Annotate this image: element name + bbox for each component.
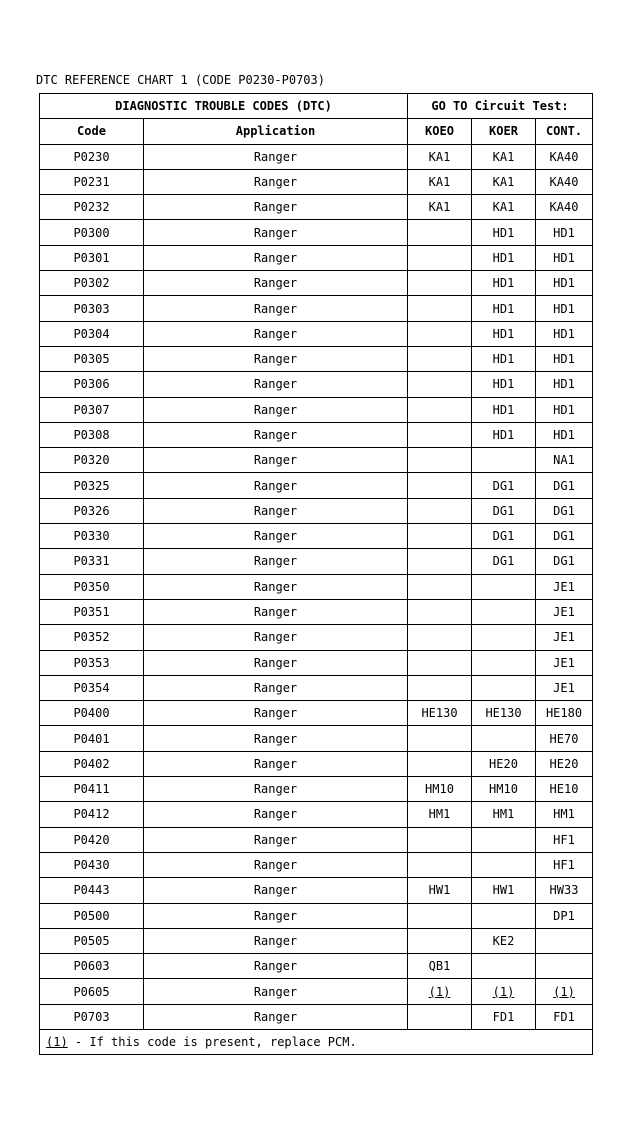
- cell-koeo: KA1: [408, 195, 472, 220]
- cell-koer: DG1: [472, 549, 536, 574]
- table-row: [40, 448, 593, 473]
- cell-code: P0443: [40, 878, 144, 903]
- cell-code: P0420: [40, 827, 144, 852]
- cell-koer: HD1: [472, 321, 536, 346]
- cell-application: Ranger: [144, 271, 408, 296]
- cell-koer: [472, 903, 536, 928]
- table-row: [40, 473, 593, 498]
- cell-koer: [472, 599, 536, 624]
- cell-koer: DG1: [472, 524, 536, 549]
- cell-application: Ranger: [144, 422, 408, 447]
- cell-koer: HD1: [472, 296, 536, 321]
- cell-koer: KA1: [472, 195, 536, 220]
- cell-code: P0232: [40, 195, 144, 220]
- footnote-marker: (1): [46, 1035, 68, 1050]
- cell-koeo: [408, 448, 472, 473]
- dtc-reference-table: [39, 93, 593, 1055]
- cell-cont: [536, 928, 593, 953]
- cell-code: P0304: [40, 321, 144, 346]
- cell-koeo: [408, 549, 472, 574]
- cell-application: Ranger: [144, 852, 408, 877]
- cell-code: P0330: [40, 524, 144, 549]
- cell-application: Ranger: [144, 650, 408, 675]
- cell-application: Ranger: [144, 296, 408, 321]
- cell-koeo: [408, 827, 472, 852]
- header-koer: KOER: [472, 119, 536, 144]
- cell-cont: HE180: [536, 701, 593, 726]
- cell-koeo: HM10: [408, 777, 472, 802]
- cell-koer: DG1: [472, 473, 536, 498]
- cell-koeo: KA1: [408, 169, 472, 194]
- cell-koeo: [408, 397, 472, 422]
- cell-koer: HD1: [472, 372, 536, 397]
- cell-cont: HF1: [536, 827, 593, 852]
- cell-koer: HE20: [472, 751, 536, 776]
- cell-cont: HW33: [536, 878, 593, 903]
- table-row: [40, 220, 593, 245]
- table-row: [40, 195, 593, 220]
- cell-application: Ranger: [144, 979, 408, 1004]
- cell-koer: [472, 625, 536, 650]
- cell-application: Ranger: [144, 574, 408, 599]
- cell-cont: HE10: [536, 777, 593, 802]
- cell-koer: HM10: [472, 777, 536, 802]
- cell-code: P0308: [40, 422, 144, 447]
- table-row: [40, 271, 593, 296]
- cell-code: P0301: [40, 245, 144, 270]
- cell-koeo: [408, 271, 472, 296]
- cell-code: P0231: [40, 169, 144, 194]
- cell-application: Ranger: [144, 549, 408, 574]
- table-row: [40, 599, 593, 624]
- cell-code: P0325: [40, 473, 144, 498]
- cell-koeo: [408, 524, 472, 549]
- table-row: [40, 954, 593, 979]
- table-row: [40, 751, 593, 776]
- table-row: [40, 625, 593, 650]
- cell-cont: JE1: [536, 625, 593, 650]
- cell-application: Ranger: [144, 346, 408, 371]
- cell-cont: DG1: [536, 473, 593, 498]
- cell-cont: HM1: [536, 802, 593, 827]
- cell-koeo: [408, 473, 472, 498]
- header-column-row: [40, 119, 593, 144]
- cell-code: P0505: [40, 928, 144, 953]
- cell-koeo: KA1: [408, 144, 472, 169]
- footnote-row: [40, 1029, 593, 1054]
- cell-application: Ranger: [144, 802, 408, 827]
- cell-application: Ranger: [144, 498, 408, 523]
- cell-application: Ranger: [144, 701, 408, 726]
- table-row: [40, 852, 593, 877]
- cell-koeo: HE130: [408, 701, 472, 726]
- cell-cont: HE70: [536, 726, 593, 751]
- cell-cont: (1): [536, 979, 593, 1004]
- table-row: [40, 878, 593, 903]
- cell-application: Ranger: [144, 321, 408, 346]
- cell-cont: HD1: [536, 422, 593, 447]
- table-row: [40, 979, 593, 1004]
- cell-cont: HD1: [536, 321, 593, 346]
- cell-application: Ranger: [144, 777, 408, 802]
- cell-application: Ranger: [144, 195, 408, 220]
- cell-cont: JE1: [536, 675, 593, 700]
- table-row: [40, 422, 593, 447]
- cell-koeo: [408, 726, 472, 751]
- cell-application: Ranger: [144, 144, 408, 169]
- cell-cont: HD1: [536, 397, 593, 422]
- table-row: [40, 827, 593, 852]
- cell-koer: [472, 827, 536, 852]
- cell-code: P0411: [40, 777, 144, 802]
- cell-koeo: QB1: [408, 954, 472, 979]
- cell-koer: DG1: [472, 498, 536, 523]
- cell-code: P0331: [40, 549, 144, 574]
- cell-code: P0401: [40, 726, 144, 751]
- cell-koer: [472, 726, 536, 751]
- table-row: [40, 549, 593, 574]
- cell-cont: HE20: [536, 751, 593, 776]
- table-row: [40, 321, 593, 346]
- cell-koer: [472, 448, 536, 473]
- cell-koer: KA1: [472, 144, 536, 169]
- cell-code: P0302: [40, 271, 144, 296]
- cell-cont: HD1: [536, 245, 593, 270]
- table-row: [40, 144, 593, 169]
- cell-koer: HW1: [472, 878, 536, 903]
- header-cont: CONT.: [536, 119, 593, 144]
- cell-cont: KA40: [536, 195, 593, 220]
- cell-code: P0500: [40, 903, 144, 928]
- table-row: [40, 675, 593, 700]
- cell-koeo: [408, 599, 472, 624]
- cell-koer: FD1: [472, 1004, 536, 1029]
- cell-koeo: [408, 498, 472, 523]
- cell-koer: HE130: [472, 701, 536, 726]
- cell-code: P0703: [40, 1004, 144, 1029]
- cell-koeo: [408, 422, 472, 447]
- footnote-text: - If this code is present, replace PCM.: [67, 1035, 357, 1050]
- table-row: [40, 245, 593, 270]
- cell-koeo: [408, 852, 472, 877]
- cell-code: P0350: [40, 574, 144, 599]
- table-row: [40, 928, 593, 953]
- cell-koer: HD1: [472, 422, 536, 447]
- cell-application: Ranger: [144, 1004, 408, 1029]
- table-row: [40, 802, 593, 827]
- cell-koeo: [408, 296, 472, 321]
- cell-koer: [472, 852, 536, 877]
- header-application: Application: [144, 119, 408, 144]
- cell-application: Ranger: [144, 675, 408, 700]
- cell-cont: DG1: [536, 498, 593, 523]
- cell-koeo: HW1: [408, 878, 472, 903]
- cell-cont: HF1: [536, 852, 593, 877]
- cell-application: Ranger: [144, 397, 408, 422]
- cell-cont: HD1: [536, 372, 593, 397]
- cell-koer: HD1: [472, 397, 536, 422]
- header-circuit-test-group: GO TO Circuit Test:: [408, 94, 593, 119]
- header-code: Code: [40, 119, 144, 144]
- cell-application: Ranger: [144, 448, 408, 473]
- cell-cont: DG1: [536, 524, 593, 549]
- table-row: [40, 574, 593, 599]
- cell-code: P0303: [40, 296, 144, 321]
- table-row: [40, 372, 593, 397]
- table-row: [40, 701, 593, 726]
- cell-koer: HD1: [472, 245, 536, 270]
- cell-koer: HD1: [472, 346, 536, 371]
- cell-koer: KA1: [472, 169, 536, 194]
- cell-cont: NA1: [536, 448, 593, 473]
- cell-code: P0605: [40, 979, 144, 1004]
- cell-koer: [472, 954, 536, 979]
- cell-application: Ranger: [144, 372, 408, 397]
- cell-code: P0351: [40, 599, 144, 624]
- cell-application: Ranger: [144, 524, 408, 549]
- cell-koeo: [408, 574, 472, 599]
- table-row: [40, 346, 593, 371]
- cell-koer: [472, 574, 536, 599]
- table-row: [40, 726, 593, 751]
- header-group-row: [40, 94, 593, 119]
- cell-koeo: [408, 903, 472, 928]
- cell-cont: JE1: [536, 650, 593, 675]
- cell-application: Ranger: [144, 169, 408, 194]
- cell-cont: HD1: [536, 271, 593, 296]
- cell-cont: JE1: [536, 574, 593, 599]
- table-row: [40, 903, 593, 928]
- cell-application: Ranger: [144, 903, 408, 928]
- cell-code: P0230: [40, 144, 144, 169]
- cell-cont: FD1: [536, 1004, 593, 1029]
- cell-cont: HD1: [536, 346, 593, 371]
- cell-koeo: [408, 321, 472, 346]
- cell-koeo: [408, 625, 472, 650]
- table-row: [40, 397, 593, 422]
- cell-cont: [536, 954, 593, 979]
- table-row: [40, 524, 593, 549]
- cell-koeo: [408, 372, 472, 397]
- footnote: [40, 1029, 593, 1054]
- cell-cont: KA40: [536, 169, 593, 194]
- table-row: [40, 498, 593, 523]
- cell-application: Ranger: [144, 827, 408, 852]
- cell-code: P0305: [40, 346, 144, 371]
- cell-code: P0326: [40, 498, 144, 523]
- cell-application: Ranger: [144, 625, 408, 650]
- cell-code: P0307: [40, 397, 144, 422]
- cell-application: Ranger: [144, 245, 408, 270]
- cell-koeo: [408, 1004, 472, 1029]
- cell-koeo: [408, 751, 472, 776]
- cell-application: Ranger: [144, 878, 408, 903]
- cell-koer: HD1: [472, 271, 536, 296]
- table-body: [40, 144, 593, 1029]
- header-koeo: KOEO: [408, 119, 472, 144]
- cell-cont: HD1: [536, 296, 593, 321]
- cell-code: P0300: [40, 220, 144, 245]
- cell-application: Ranger: [144, 928, 408, 953]
- cell-koer: HM1: [472, 802, 536, 827]
- table-row: [40, 650, 593, 675]
- cell-koeo: [408, 220, 472, 245]
- header-dtc-group: DIAGNOSTIC TROUBLE CODES (DTC): [40, 94, 408, 119]
- cell-code: P0603: [40, 954, 144, 979]
- cell-application: Ranger: [144, 954, 408, 979]
- cell-cont: DP1: [536, 903, 593, 928]
- cell-koeo: [408, 928, 472, 953]
- cell-koeo: [408, 346, 472, 371]
- cell-koeo: [408, 675, 472, 700]
- cell-koer: (1): [472, 979, 536, 1004]
- cell-koer: HD1: [472, 220, 536, 245]
- cell-koeo: HM1: [408, 802, 472, 827]
- cell-koer: [472, 650, 536, 675]
- table-row: [40, 1004, 593, 1029]
- cell-koer: [472, 675, 536, 700]
- cell-application: Ranger: [144, 473, 408, 498]
- cell-cont: JE1: [536, 599, 593, 624]
- cell-application: Ranger: [144, 599, 408, 624]
- cell-code: P0320: [40, 448, 144, 473]
- cell-code: P0353: [40, 650, 144, 675]
- table-row: [40, 777, 593, 802]
- cell-code: P0402: [40, 751, 144, 776]
- cell-koeo: [408, 650, 472, 675]
- chart-title: DTC REFERENCE CHART 1 (CODE P0230-P0703): [36, 73, 325, 87]
- cell-code: P0430: [40, 852, 144, 877]
- table-row: [40, 169, 593, 194]
- cell-application: Ranger: [144, 751, 408, 776]
- cell-code: P0400: [40, 701, 144, 726]
- cell-application: Ranger: [144, 220, 408, 245]
- cell-koeo: [408, 245, 472, 270]
- cell-cont: HD1: [536, 220, 593, 245]
- cell-code: P0306: [40, 372, 144, 397]
- cell-code: P0352: [40, 625, 144, 650]
- table-row: [40, 296, 593, 321]
- cell-koeo: (1): [408, 979, 472, 1004]
- cell-cont: KA40: [536, 144, 593, 169]
- cell-cont: DG1: [536, 549, 593, 574]
- cell-code: P0412: [40, 802, 144, 827]
- cell-code: P0354: [40, 675, 144, 700]
- cell-koer: KE2: [472, 928, 536, 953]
- cell-application: Ranger: [144, 726, 408, 751]
